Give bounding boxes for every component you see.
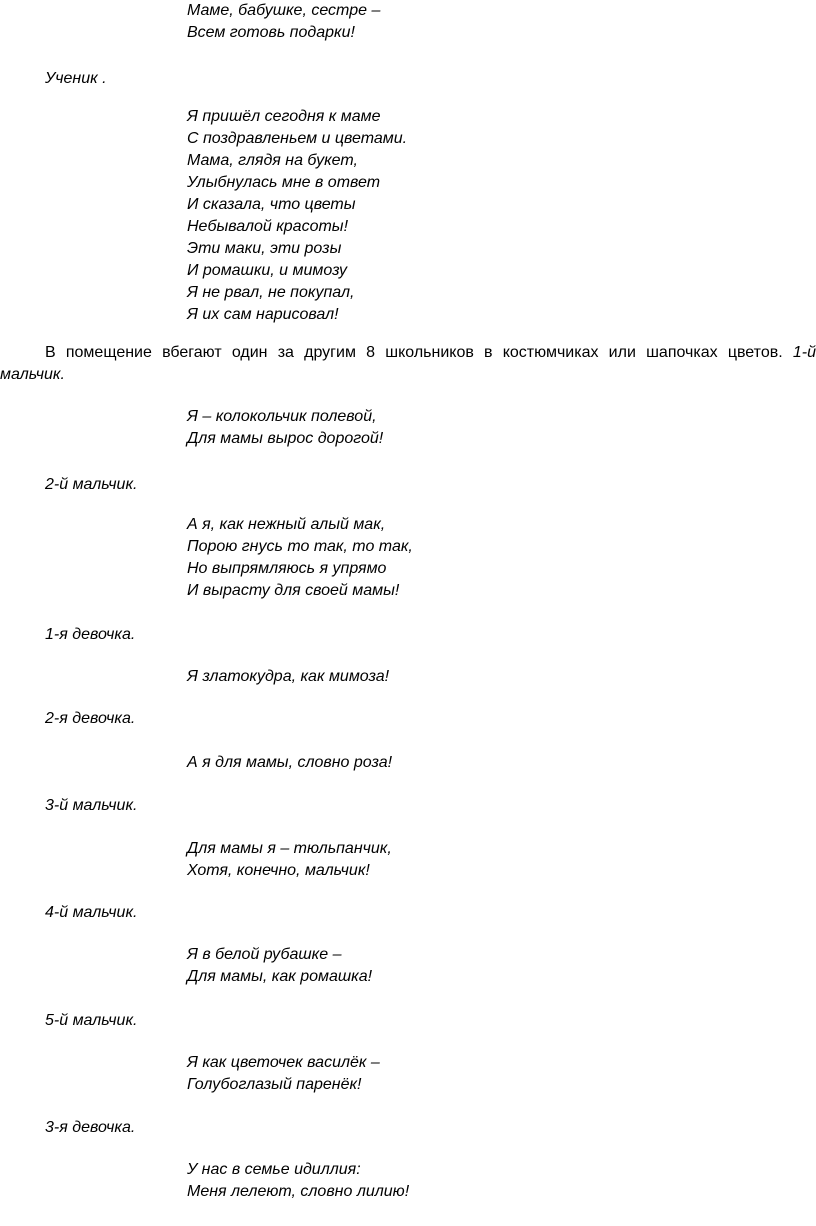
verse-line: И ромашки, и мимозу xyxy=(187,262,347,279)
verse-line: Голубоглазый паренёк! xyxy=(187,1076,362,1093)
verse-line: Для мамы я – тюльпанчик, xyxy=(187,840,392,857)
verse-line: Маме, бабушке, сестре – xyxy=(187,2,381,19)
verse-line: А я для мамы, словно роза! xyxy=(187,754,393,771)
verse-line: И сказала, что цветы xyxy=(187,196,356,213)
speaker-label: 5-й мальчик. xyxy=(45,1012,138,1029)
stage-direction-text: В помещение вбегают один за другим 8 школьников в костюмчиках или шапочках цветов. xyxy=(45,344,783,361)
verse-line: Я их сам нарисовал! xyxy=(187,306,339,323)
verse-line: Улыбнулась мне в ответ xyxy=(187,174,381,191)
verse-line: Я – колокольчик полевой, xyxy=(187,408,377,425)
verse-line: Хотя, конечно, мальчик! xyxy=(187,862,370,879)
stage-direction-paragraph xyxy=(0,342,816,386)
verse-line: Небывалой красоты! xyxy=(187,218,349,235)
verse-line: И вырасту для своей мамы! xyxy=(187,582,400,599)
verse-line: У нас в семье идиллия: xyxy=(187,1161,361,1178)
verse-line: А я, как нежный алый мак, xyxy=(187,516,386,533)
verse-line: Эти маки, эти розы xyxy=(187,240,342,257)
stage-direction-line xyxy=(0,342,816,364)
verse-line: Я как цветочек василёк – xyxy=(187,1054,380,1071)
verse-line: С поздравленьем и цветами. xyxy=(187,130,408,147)
speaker-label: 1-й xyxy=(792,344,816,361)
verse-line: Для мамы вырос дорогой! xyxy=(187,430,384,447)
speaker-label: 4-й мальчик. xyxy=(45,904,138,921)
verse-line: Я в белой рубашке – xyxy=(187,946,342,963)
verse-line: Я пришёл сегодня к маме xyxy=(187,108,381,125)
speaker-label: Ученик . xyxy=(45,70,107,87)
speaker-label: 2-я девочка. xyxy=(45,710,136,727)
verse-line: Я златокудра, как мимоза! xyxy=(187,668,390,685)
verse-line: Всем готовь подарки! xyxy=(187,24,355,41)
verse-line: Мама, глядя на букет, xyxy=(187,152,358,169)
speaker-label: 3-й мальчик. xyxy=(45,797,138,814)
verse-line: Меня лелеют, словно лилию! xyxy=(187,1183,410,1200)
speaker-label: 2-й мальчик. xyxy=(45,476,138,493)
verse-line: Для мамы, как ромашка! xyxy=(187,968,373,985)
speaker-label: мальчик. xyxy=(0,366,65,383)
verse-line: Порою гнусь то так, то так, xyxy=(187,538,413,555)
verse-line: Но выпрямляюсь я упрямо xyxy=(187,560,387,577)
verse-line: Я не рвал, не покупал, xyxy=(187,284,355,301)
speaker-label: 1-я девочка. xyxy=(45,626,136,643)
speaker-label: 3-я девочка. xyxy=(45,1119,136,1136)
